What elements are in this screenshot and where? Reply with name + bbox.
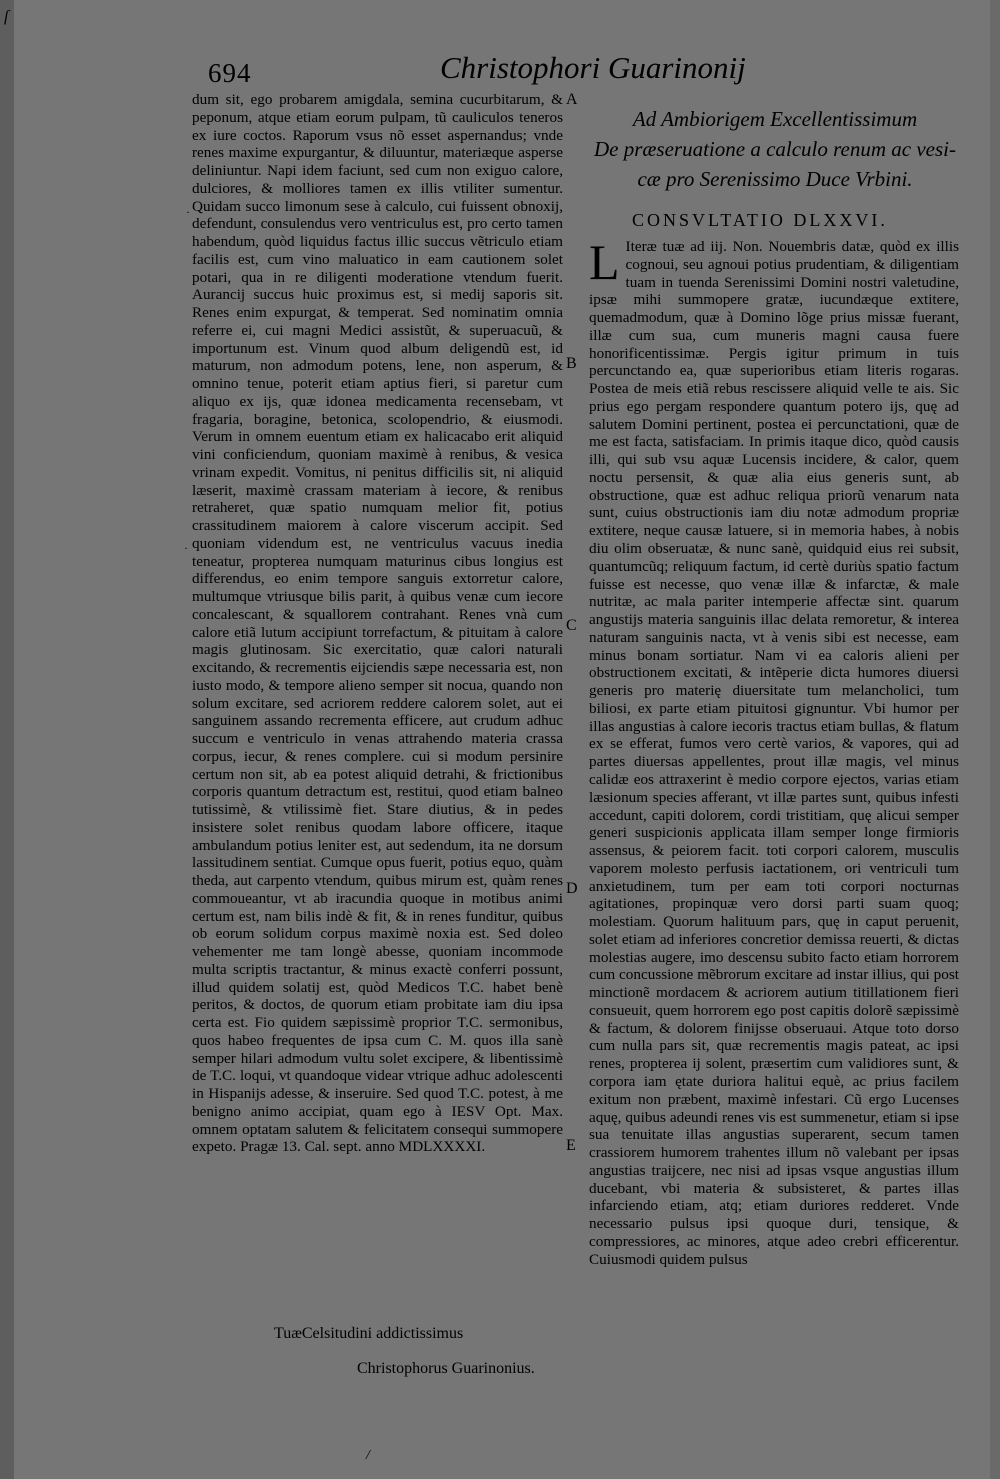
margin-bullet-icon: · [184,541,188,555]
binding-edge [0,0,14,1479]
bottom-mark: / [366,1448,370,1463]
drop-cap: L [589,234,620,290]
closing-formula: TuæCelsitudini addictissimus [274,1325,464,1342]
left-column [192,91,563,1156]
letter-heading-line: Ad Ambiorigem Excellentissimum [632,107,918,131]
right-column [589,234,959,1268]
margin-letter-a: A [566,91,578,108]
margin-letter-b: B [566,355,577,372]
letter-heading [585,104,965,194]
letter-heading-line: De præseruatione a calculo renum ac vesi- [594,137,956,161]
letter-heading-line: cæ pro Serenissimo Duce Vrbini. [637,167,913,191]
margin-tick-icon: · [186,205,190,219]
page-edge [990,0,1000,1479]
running-head: Christophori Guarinonij [440,50,746,85]
edge-mark: ſ [4,8,9,25]
consultatio-title: CONSVLTATIO DLXXVI. [632,210,888,230]
right-column-text: Iteræ tuæ ad iij. Non. Nouembris datæ, quòd ex illis cognoui, seu agnoui potius prudentiam, & diligentiam tuam in tuenda Serenissimi Domini nostri valetudine, ipsæ mihi summopere gratæ, iucundæque extitere, quemadmodum, quæ à Domino lõge prius missæ fuerant, illæ cum sua, cum muneris magni causa fuere honorificentissimæ. Pergis igitur primum in tuis percunctando ea, quæ superioribus etiam literis rogaras. Postea de meis etiã rebus rescissere aliquid velle te ais. Sic prius ego pergam respondere quantum potero ijs, quę ad salutem Domini pertinent, postea ei percunctationi, quæ de me est facta, satisfaciam. In primis itaque dico, quòd causis illi, qui sub vsu aquæ Lucensis incidere, & calor, quem noctu persensit, & quæ alia eius generis sunt, ab obstructione, quæ est adhuc reliqua priorũ venarum nata sunt, cuius obstructionis iam diu notæ admodum propriæ extitere, neque causæ latuere, si in memoria habes, à nobis diu olim obseruatæ, & nunc sanè, quidquid eius rei subsit, quantumcũq; reliquum factum, id certè duriùs spatio factum fuisse est necesse, quo venæ illæ & infarctæ, & male nutritæ, ac mala pariter intemperie affectæ sint. quarum angustijs materia sanguinis illac delata remoretur, & interea naturam sanguinis nacta, vt à venis sibi est necesse, eam minus bonam sortiatur. Nam vi ea caloris alieni per obstructionem excitati, & intẽperie dicta humores diuersi generis pro materię diuersitate tum melancholici, tum biliosi, ex parte etiam pituitosi gignuntur. Vbi humor per illas angustias à calore iecoris tractus etiam bullas, & flatum ex se efferat, fumos vero certè varios, & vapores, qui ad partes diuersas appellentes, prout illæ magis, vel minus calidæ eos attraxerint è medio corpore ejectos, varias etiam læsionum species afferant, vt illæ partes sunt, quibus infesti accedunt, capiti dolorem, cordi tristitiam, quę alicui semper generi suspicionis applicata illam semper longe firmioris assensus, & peiorem facit. toti corpori calorem, musculis vaporem molesto perfusis iactationem, ori ventriculi tum anxietudinem, tum per eam toti corpori nocturnas agitationes, propinquæ vero dorsi parti suam quoq; molestiam. Quorum halituum pars, quę in caput peruenit, solet etiam ad inferiores concretior demissa reuerti, & dictas molestias augere, imo descensu subito facto etiam horrorem cum concussione mẽbrorum excitare ad instar illius, qui post minctionẽ mordacem & acriorem autium titillationem fieri consueuit, quem horrorem ego post capitis dolorẽ sæpissimè & factum, & dolorem finijsse obseruaui. Atque toto dorso cum nulla pars sit, quæ recrementis magis pateat, ac ipsi renes, propterea ij solent, præsertim cum validiores sunt, & corpora iam ętate duriora halitui equè, ac prius facilem exitum non præbent, maximè infestari. Cũ ergo Lucenses aquę, quibus adeundi renes vis est summenetur, etiam si ipse sua tenuitate illas angustias superarent, secum tamen crassiorem humorem trahentes illum nõ valebant per ipsas angustias traijcere, nec nisi ad ipsas vsque angustias illum ducebant, vbi materia & subsisteret, & partes illas infarciendo etiam, atq; etiam duriores redderet. Vnde necessario pulsus ipsi quoque duri, tensique, & compressiores, ac minores, atque adeo crebri efficerentur. Cuiusmodi quidem pulsus [589,238,959,1268]
signature: Christophorus Guarinonius. [357,1360,535,1377]
left-column-text: dum sit, ego probarem amigdala, semina cucurbitarum, & peponum, atque etiam eorum pulpam, tũ cauliculos teneros ex iure coctos. Raporum vsus nõ esset aspernandus; vnde renes maxime expurgantur, & diluuntur, materiæque asperse deliniuntur. Napi idem faciunt, sed cum non exiguo calore, dulciores, & molliores tamen ex illis vtiliter sumentur. Quidam succo limonum sese à calculo, cui fuissent obnoxij, defendunt, consulendus vero ventriculus est, pro certo tamen habendum, quòd liquidus factus illic succus vẽtriculo etiam facilis est, cum vino maluatico in eam cautionem solet potari, qua in re diligenti moderatione vtendum fuerit. Aurancij succus huic proximus est, si medij saporis sit. Renes enim expurgat, & temperat. Sed nominatim omnia referre ei, cui magni Medici assistũt, & superuacuũ, & importunum est. Vinum quod album deligendũ est, id maturum, non admodum potens, lene, non asperum, & omnino tenue, poterit etiam aptius fieri, si paretur cum aliquo ex ijs, quæ idonea medicamenta recensebam, vt fragaria, boragine, betonica, scolopendrio, & eiusmodi. Verum in omnem euentum etiam ex halicacabo erit aliquid vini conficiendum, quoniam maximè à renibus, & vesica vrinam expedit. Vomitus, ni penitus difficilis sit, ni aliquid læserit, maximè crassam materiam à iecore, & renibus retraheret, quæ spatio numquam melior fit, potius crassitudinem maiorem à calore viscerum accipit. Sed quoniam videndum est, ne ventriculus vacuus inedia teneatur, propterea numquam maturinus cibus longius est differendus, eo enim tempore sanguis extorretur calore, multumque vtriusque bilis parit, à quibus venæ cum iecore concalescant, & squallorem contrahant. Renes vnà cum calore etiã lutum accipiunt torrefactum, & pituitam à calore magis glutinosam. Sic exercitatio, quæ calori naturali excitando, & recrementis eijciendis sæpe necessaria est, non iusto modo, & tempore alieno semper sit nocua, quando non solum excitare, sed acriorem reddere calorem solet, aut ei sanguinem assando recrementa efficere, aut crudum adhuc succum e ventriculo in venas attrahendo materia crassa corpus, iecur, & renes complere. cui si modum persinire certum non sit, ab ea potest aliquid detrahi, & frictionibus corporis quantum detractum est, restitui, quod etiam balneo tutissimè, & vtilissimè fiet. Stare diutius, & in pedes insistere solet renibus quodam labore officere, itaque ambulandum potius leniter est, aut sedendum, ita ne dorsum lassitudinem sentiat. Cumque opus fuerit, potius equo, quàm theda, aut carpento vtendum, quibus mirum est, quàm renes commoueantur, vt ab iracundia quoque in motibus animi certum est, nam bilis indè & fit, & in renes funditur, quibus ob eorum solidum corpus maximè noxia est. Sed doleo vehementer me tam longè abesse, quoniam incommode multa scriptis tractantur, & minus exactè conferri possunt, illud quidem solatij est, quòd Medicos T.C. habet benè peritos, & doctos, de quorum etiam probitate iam diu ipsa certa est. Fio quidem sæpissimè proprior T.C. sermonibus, quos habeo frequentes de ipsa cum C. M. quos illa sanè semper hilari admodum vultu solet excipere, & libentissimè de T.C. loqui, vt quandoque videar vtrique adhuc adolescenti in Hispanijs adesse, & inseruire. Sed quod T.C. potest, à me benigno animo accipiat, quam ego à IESV Opt. Max. omnem optatam salutem & felicitatem consequi summopere expeto. Pragæ 13. Cal. sept. anno MDLXXXXI. [192,91,563,1156]
margin-letter-e: E [566,1137,576,1154]
page-number: 694 [208,58,252,88]
margin-letter-c: C [566,617,577,634]
margin-letter-d: D [566,880,578,897]
